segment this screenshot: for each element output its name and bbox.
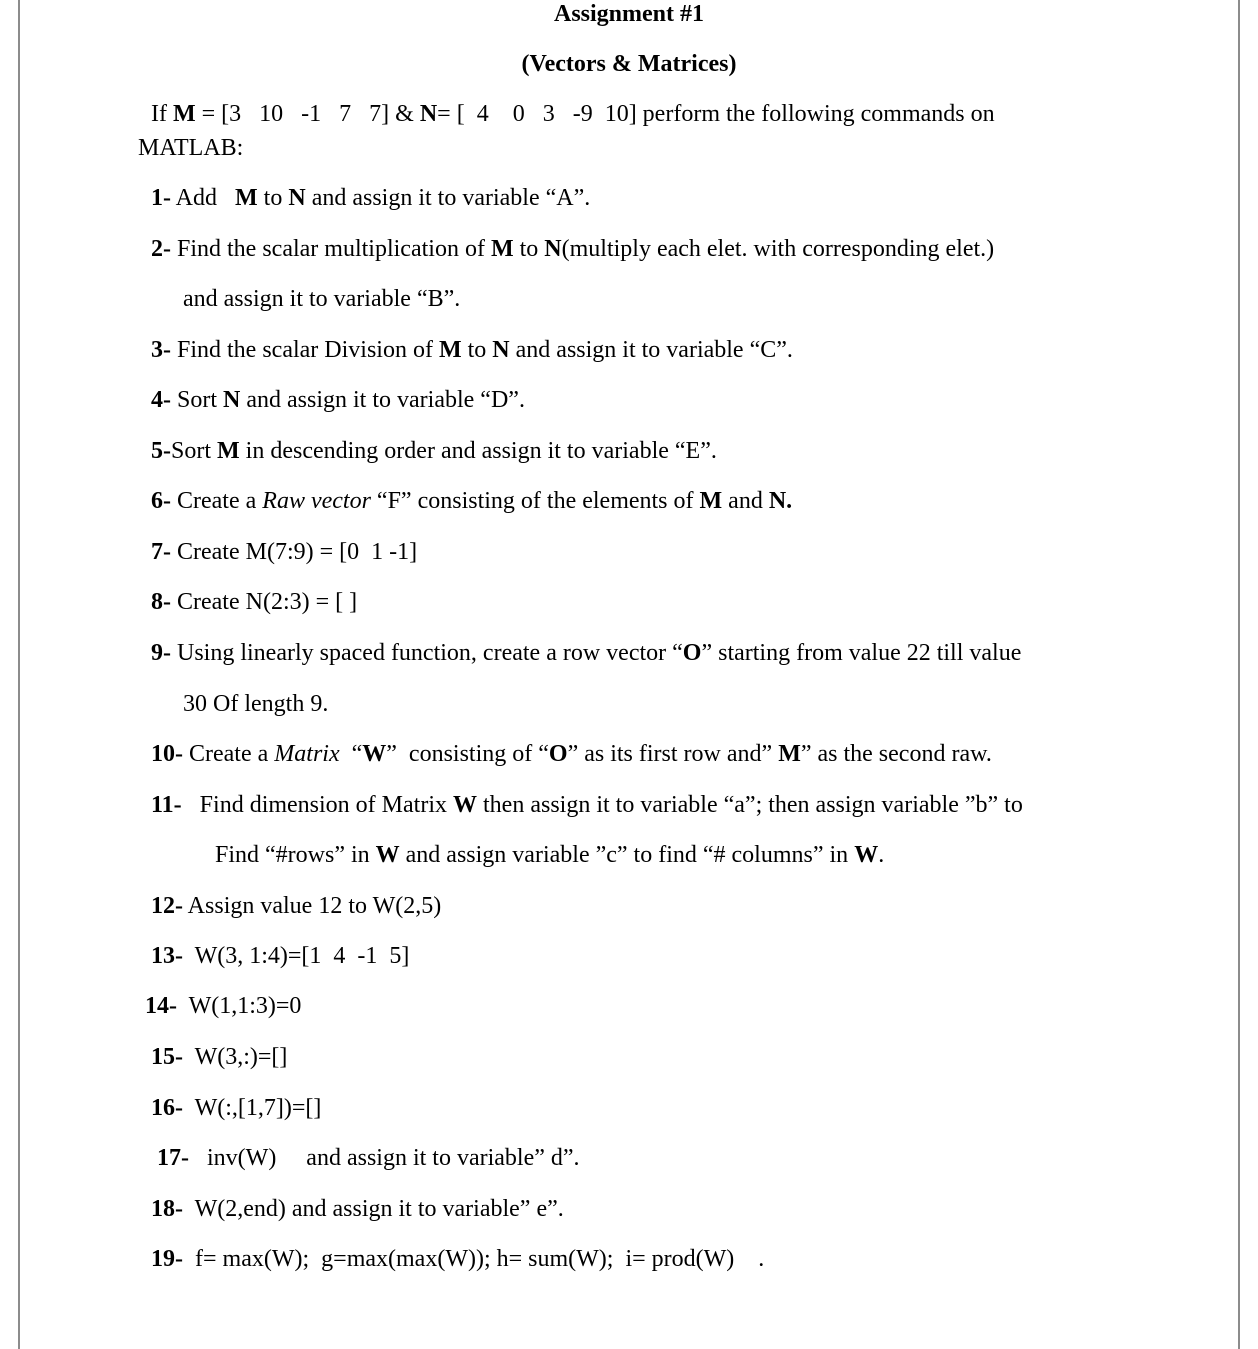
list-item-3: 3- Find the scalar Division of M to N and assign it to variable “C”. [151, 337, 793, 363]
list-item-16: 16- W(:,[1,7])=[] [151, 1095, 322, 1121]
list-item-12: 12- Assign value 12 to W(2,5) [151, 893, 442, 919]
intro-line-1: If M = [3 10 -1 7 7] & N= [ 4 0 3 -9 10] perform the following commands on [151, 101, 995, 127]
list-item-2: 2- Find the scalar multiplication of M to N(multiply each elet. with corresponding elet.) [151, 236, 995, 262]
list-item-14: 14- W(1,1:3)=0 [145, 993, 302, 1019]
list-item-4: 4- Sort N and assign it to variable “D”. [151, 387, 525, 413]
list-item-8: 8- Create N(2:3) = [ ] [151, 589, 358, 615]
list-item-9: 9- Using linearly spaced function, create a row vector “O” starting from value 22 till value [151, 640, 1022, 666]
list-item-19: 19- f= max(W); g=max(max(W)); h= sum(W); i= prod(W) . [151, 1246, 765, 1272]
page-subtitle: (Vectors & Matrices) [521, 51, 737, 77]
page-border-right [1238, 0, 1240, 1349]
page-title: Assignment #1 [553, 1, 704, 27]
intro-line-2: MATLAB: [138, 135, 244, 161]
list-item-11: 11- Find dimension of Matrix W then assign it to variable “a”; then assign variable ”b” to [151, 792, 1023, 818]
list-item-1: 1- Add M to N and assign it to variable “A”. [151, 185, 591, 211]
list-item-9-continuation: 30 Of length 9. [183, 691, 329, 717]
page-border-left [18, 0, 20, 1349]
list-item-17: 17- inv(W) and assign it to variable” d”. [157, 1145, 580, 1171]
list-item-18: 18- W(2,end) and assign it to variable” e”. [151, 1196, 564, 1222]
list-item-13: 13- W(3, 1:4)=[1 4 -1 5] [151, 943, 410, 969]
list-item-2-continuation: and assign it to variable “B”. [183, 286, 461, 312]
list-item-11-continuation: Find “#rows” in W and assign variable ”c” to find “# columns” in W. [215, 842, 885, 868]
list-item-6: 6- Create a Raw vector “F” consisting of the elements of M and N. [151, 488, 793, 514]
list-item-5: 5-Sort M in descending order and assign it to variable “E”. [151, 438, 717, 464]
list-item-7: 7- Create M(7:9) = [0 1 -1] [151, 539, 418, 565]
list-item-10: 10- Create a Matrix “W” consisting of “O” as its first row and” M” as the second raw. [151, 741, 992, 767]
list-item-15: 15- W(3,:)=[] [151, 1044, 288, 1070]
